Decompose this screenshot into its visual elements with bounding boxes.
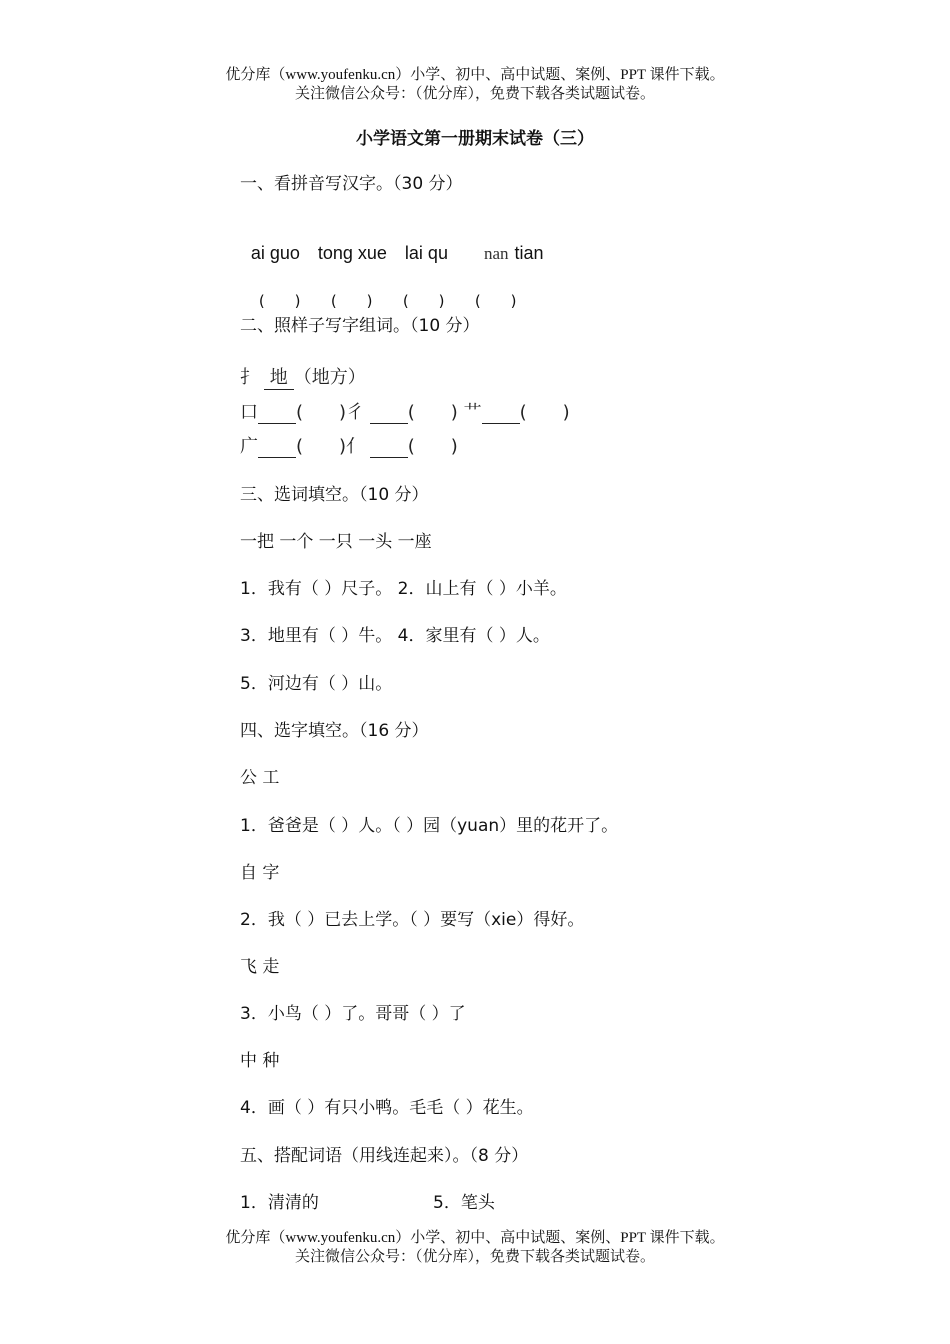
section1-heading: 一、看拼音写汉字。（30 分） [240, 174, 463, 194]
section3-question-1-2: 1．我有（ ）尺子。 2．山上有（ ）小羊。 [240, 579, 567, 599]
pinyin-3: lai qu [404, 243, 448, 263]
blank[interactable] [482, 405, 520, 424]
header-line-2: 关注微信公众号：（优分库），免费下载各类试题试卷。 [294, 86, 655, 102]
blank[interactable] [370, 405, 408, 424]
radical-guang: 广 [240, 436, 258, 457]
radical-chi: 彳 [346, 402, 365, 423]
sample-word: （地方） [293, 367, 366, 388]
section3-options: 一把 一个 一只 一头 一座 [240, 532, 432, 552]
radical-row-2 [240, 432, 458, 458]
blank[interactable] [258, 405, 296, 424]
pinyin-1: ai guo [250, 243, 300, 263]
sample-char: 地 [264, 363, 294, 390]
pinyin-4b: tian [514, 243, 544, 263]
radical-word-exercise [240, 360, 670, 460]
section4-question-1: 1．爸爸是（ ）人。（ ）园（yuan）里的花开了。 [240, 816, 619, 836]
answer-parens-row [248, 268, 547, 312]
word-paren[interactable]: ( ) [407, 402, 458, 423]
answer-paren-1[interactable]: ( ) [258, 292, 301, 310]
header-line-1: 优分库（www.youfenku.cn）小学、初中、高中试题、案例、PPT 课件下载。 [225, 67, 725, 83]
section4-heading: 四、选字填空。（16 分） [240, 721, 429, 741]
section2-heading: 二、照样子写字组词。（10 分） [240, 316, 480, 336]
page-header [0, 66, 950, 104]
word-paren[interactable]: ( ) [407, 436, 458, 457]
section3-heading: 三、选词填空。（10 分） [240, 485, 429, 505]
section4-question-4: 4．画（ ）有只小鸭。毛毛（ ）花生。 [240, 1098, 534, 1118]
page-title: 小学语文第一册期末试卷（三） [356, 129, 594, 149]
word-paren[interactable]: ( ) [296, 402, 347, 423]
sample-row [240, 363, 366, 390]
answer-paren-2[interactable]: ( ) [330, 292, 373, 310]
blank[interactable] [370, 439, 408, 458]
word-paren[interactable]: ( ) [519, 402, 570, 423]
section3-question-5: 5．河边有（ ）山。 [240, 674, 393, 694]
page-footer [0, 1229, 950, 1267]
pinyin-4a: nan [483, 244, 509, 263]
pinyin-2: tong xue [317, 243, 387, 263]
footer-line-1: 优分库（www.youfenku.cn）小学、初中、高中试题、案例、PPT 课件下载。 [225, 1230, 725, 1246]
section4-question-3: 3．小鸟（ ）了。哥哥（ ）了 [240, 1004, 466, 1024]
word-paren[interactable]: ( ) [296, 436, 347, 457]
pinyin-row [240, 220, 562, 265]
answer-paren-3[interactable]: ( ) [402, 292, 445, 310]
radical-ren: 亻 [346, 436, 365, 457]
answer-paren-4[interactable]: ( ) [474, 292, 517, 310]
section4-options-1: 公 工 [240, 768, 280, 788]
section5-right-item-5: 5．笔头 [433, 1193, 495, 1213]
blank[interactable] [258, 439, 296, 458]
section4-options-4: 中 种 [240, 1051, 280, 1071]
sample-radical: 扌 [240, 367, 258, 388]
radical-row-1 [240, 398, 570, 424]
footer-line-2: 关注微信公众号：（优分库），免费下载各类试题试卷。 [294, 1249, 655, 1265]
section5-heading: 五、搭配词语（用线连起来）。（8 分） [240, 1146, 529, 1166]
section4-question-2: 2．我（ ）已去上学。（ ）要写（xie）得好。 [240, 910, 585, 930]
section5-left-item-1: 1．清清的 [240, 1193, 319, 1213]
section3-question-3-4: 3．地里有（ ）牛。 4．家里有（ ）人。 [240, 626, 550, 646]
section4-options-3: 飞 走 [240, 957, 280, 977]
section4-options-2: 自 字 [240, 863, 280, 883]
radical-kou: 口 [240, 402, 258, 423]
radical-cao: 艹 [463, 402, 482, 423]
